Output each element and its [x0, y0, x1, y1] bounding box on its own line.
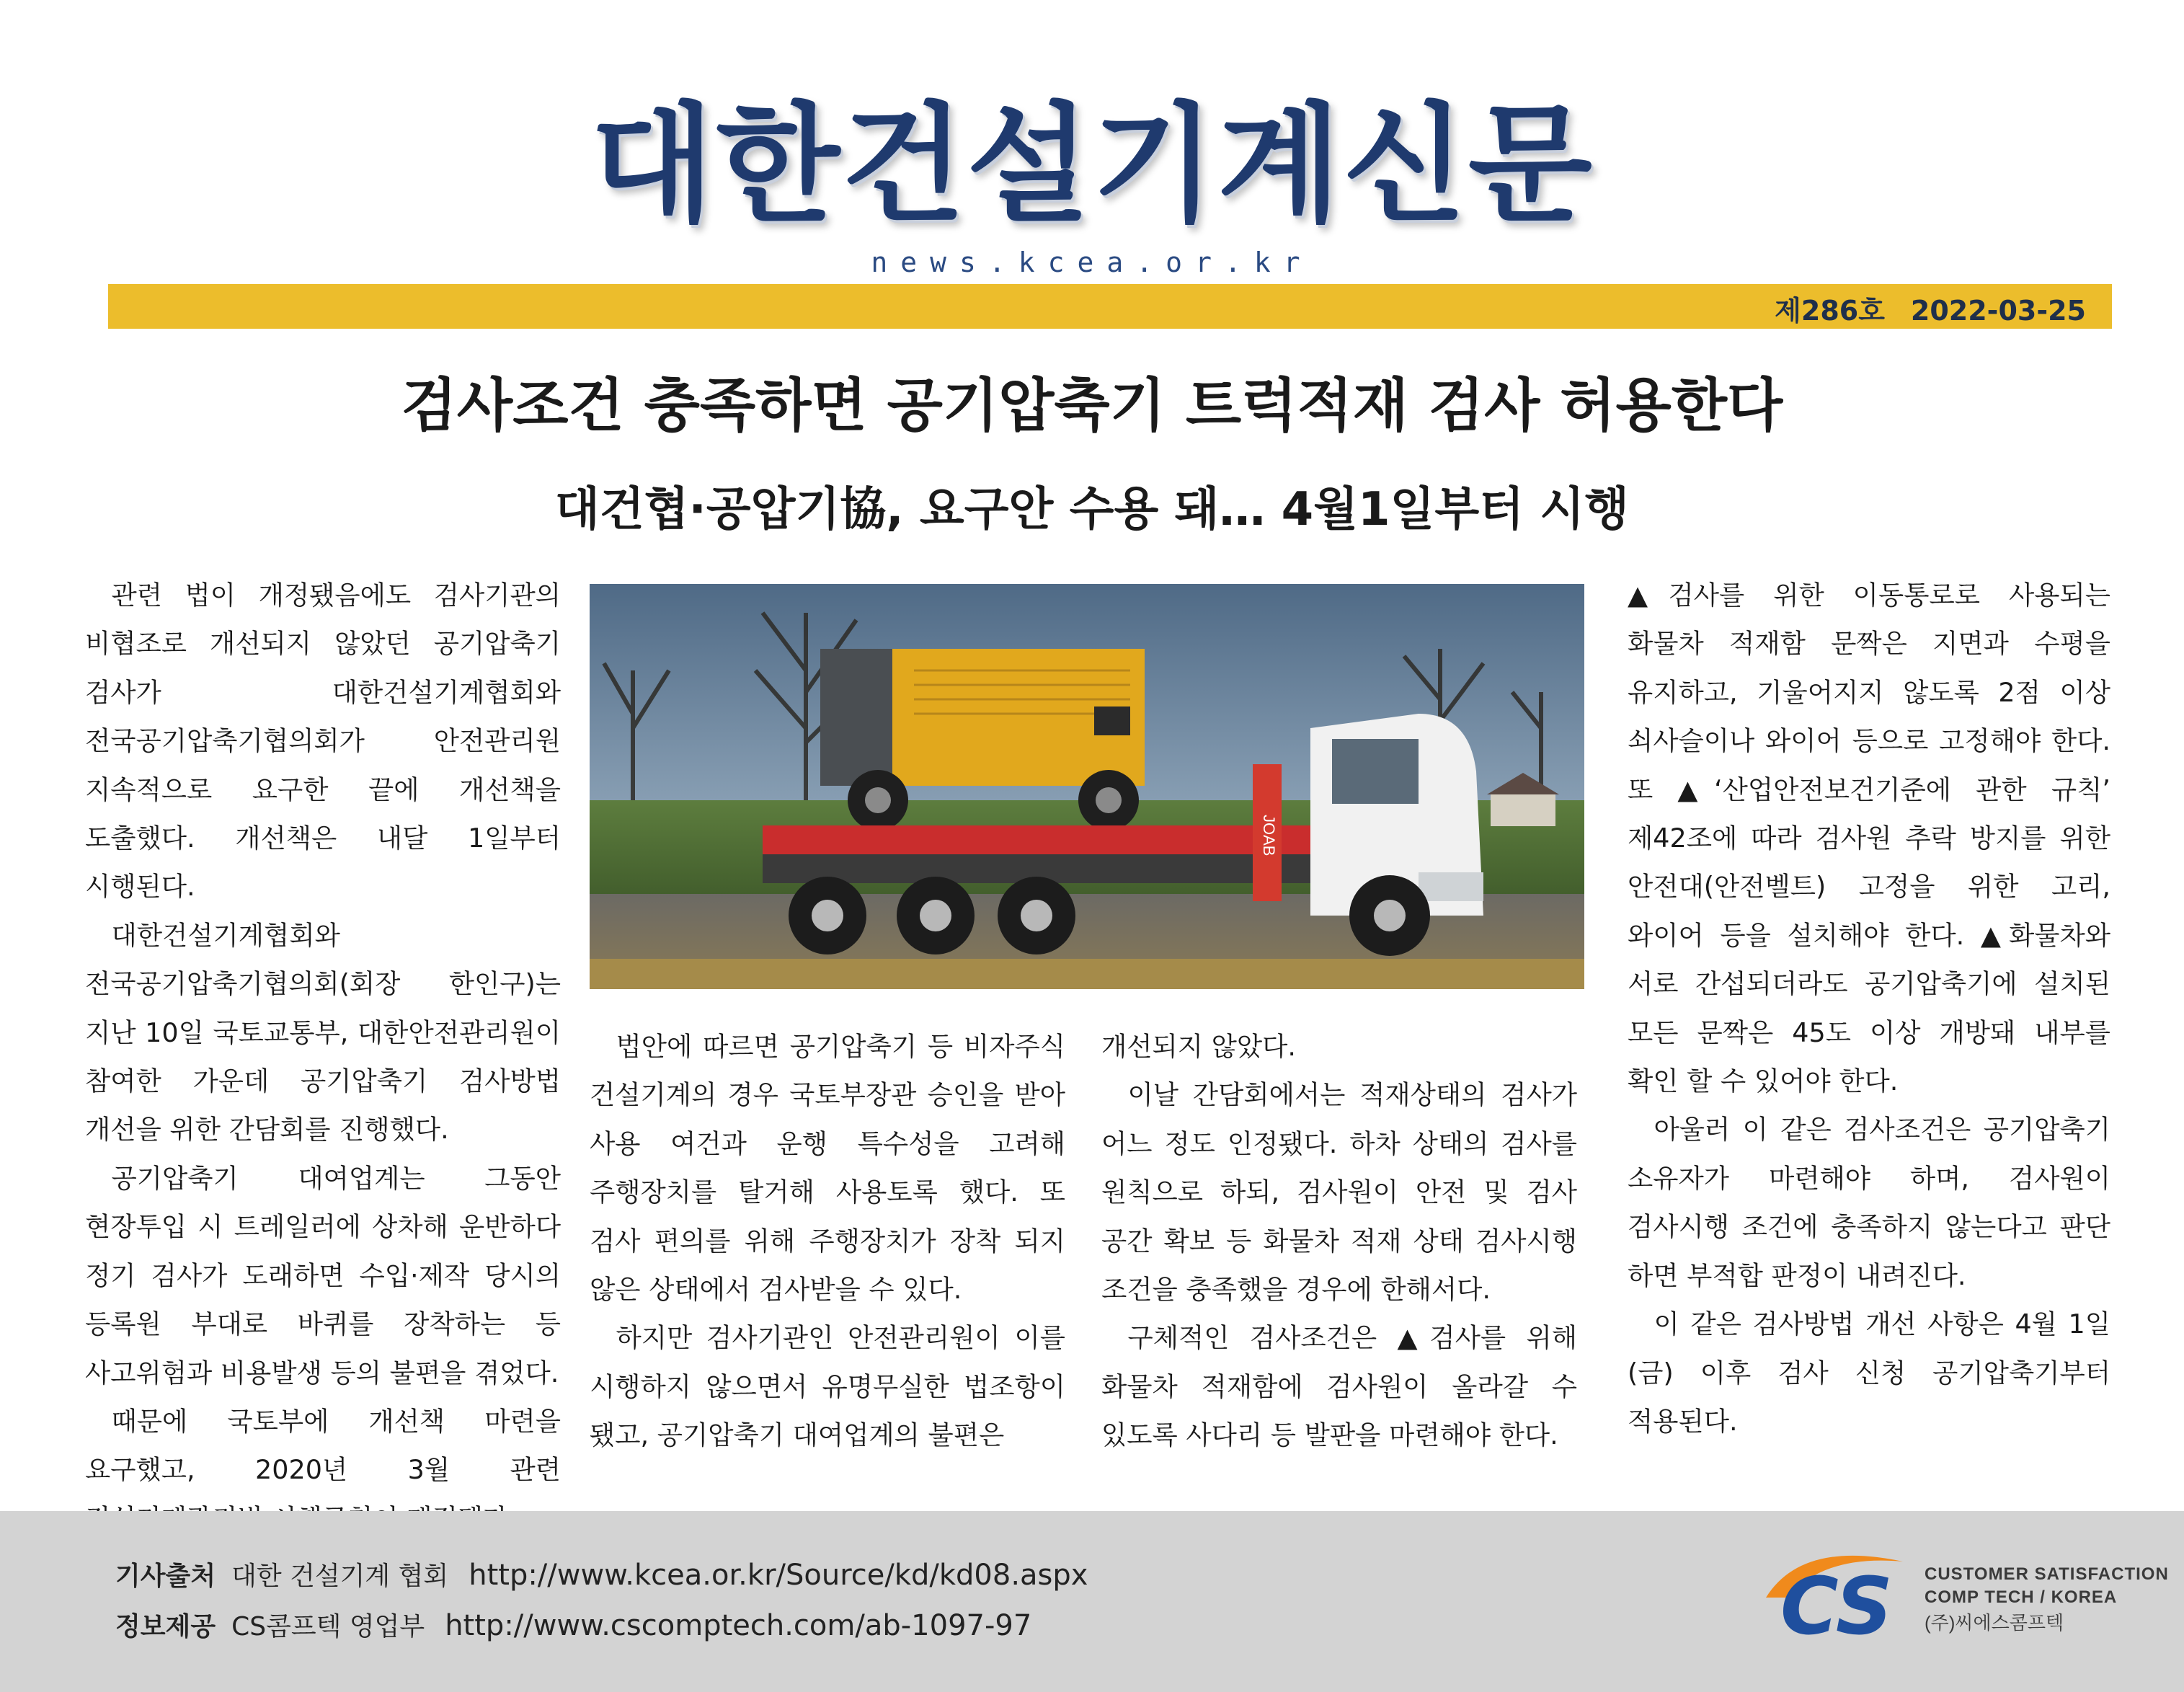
article-column-1: [85, 571, 561, 1543]
provider-link[interactable]: http://www.cscomptech.com/ab-1097-97: [445, 1609, 1032, 1642]
article-column-2: [590, 1022, 1065, 1460]
paragraph: 법안에 따르면 공기압축기 등 비자주식 건설기계의 경우 국토부장관 승인을 받아 사용 여건과 운행 특수성을 고려해 주행장치를 탈거해 사용토록 했다. 또 검사 편의를 위해 주행장치가 장착 되지 않은 상태에서 검사받을 수 있다.: [590, 1031, 1065, 1306]
article-subheadline: 대건협·공압기協, 요구안 수용 돼… 4월1일부터 시행: [555, 483, 1629, 536]
truck-label: JOAB: [1260, 815, 1278, 856]
issue-number: 제286호: [1775, 295, 1885, 327]
logo-line-1: CUSTOMER SATISFACTION: [1925, 1564, 2169, 1584]
provider-label: 정보제공: [115, 1612, 216, 1642]
issue-date: 2022-03-25: [1910, 295, 2086, 327]
source-label: 기사출처: [115, 1562, 216, 1591]
article-headline: 검사조건 충족하면 공기압축기 트럭적재 검사 허용한다: [401, 372, 1783, 439]
article-photo: [590, 584, 1584, 989]
logo-mark: CS: [1780, 1560, 1894, 1648]
logo-line-2: COMP TECH / KOREA: [1925, 1587, 2118, 1607]
paragraph: 아울러 이 같은 검사조건은 공기압축기 소유자가 마련해야 하며, 검사원이 검사시행 조건에 충족하지 않는다고 판단 하면 부적합 판정이 내려진다.: [1628, 1114, 2110, 1291]
issue-bar: [108, 284, 2112, 329]
logo-line-3: (주)씨에스콤프텍: [1925, 1612, 2064, 1634]
source-name: 대한 건설기계 협회: [231, 1562, 449, 1591]
issue-info: [1775, 288, 2086, 328]
paragraph: 이날 간담회에서는 적재상태의 검사가 어느 정도 인정됐다. 하차 상태의 검사를 원칙으로 하되, 검사원이 안전 및 검사 공간 확보 등 화물차 적재 상태 검사시행 조건을 충족했을 경우에 한해서다.: [1101, 1079, 1577, 1306]
provider-line: [115, 1606, 1031, 1643]
newspaper-title: 대한건설기계신문: [590, 90, 1594, 239]
provider-name: CS콤프텍 영업부: [231, 1612, 425, 1642]
paragraph: 이 같은 검사방법 개선 사항은 4월 1일(금) 이후 검사 신청 공기압축기부터 적용된다.: [1628, 1308, 2110, 1437]
cs-logo-icon: [1759, 1547, 1917, 1648]
logo-text: [1925, 1563, 2169, 1636]
paragraph: 하지만 검사기관인 안전관리원이 이를 시행하지 않으면서 유명무실한 법조항이 됐고, 공기압축기 대여업계의 불편은: [590, 1322, 1065, 1451]
article-column-3: [1101, 1022, 1577, 1460]
newspaper-url[interactable]: news.kcea.or.kr: [871, 247, 1313, 278]
source-link[interactable]: http://www.kcea.or.kr/Source/kd/kd08.aspx: [469, 1559, 1088, 1592]
footer: [0, 1511, 2184, 1692]
paragraph: 때문에 국토부에 개선책 마련을 요구했고, 2020년 3월 관련: [85, 1405, 561, 1486]
paragraph: 구체적인 검사조건은 ▲검사를 위해 화물차 적재함에 검사원이 올라갈 수 있도록 사다리 등 발판을 마련해야 한다.: [1101, 1322, 1577, 1451]
masthead: [0, 90, 2184, 278]
paragraph: 개선되지 않았다.: [1101, 1031, 1297, 1062]
paragraph: ▲검사를 위한 이동통로로 사용되는 화물차 적재함 문짝은 지면과 수평을 유지하고, 기울어지지 않도록 2점 이상 쇠사슬이나 와이어 등으로 고정해야 한다. 또 ▲‘산업안전보건기준에 관한 규칙’ 제42조에 따라 검사원 추락 방지를 위한 안전대(안전벨트) 고정을 위한 고리, 와이어 등을 설치해야 한다. ▲화물차와 서로 간섭되더라도 공기압축기에 설치된 모든 문짝은 45도 이상 개방돼 내부를 확인 할 수 있어야 한다.: [1628, 580, 2110, 1097]
source-line: [115, 1556, 1088, 1593]
paragraph: 관련 법이 개정됐음에도 검사기관의 비협조로 개선되지 않았던 공기압축기 검사가 대한건설기계협회와 전국공기압축기협의회가 안전관리원 지속적으로 요구한 끝에 개선책을 도출했다. 개선책은 내달 1일부터 시행된다.: [85, 580, 561, 903]
truck-compressor-illustration: [590, 584, 1584, 989]
article-column-4: [1628, 571, 2110, 1445]
paragraph: 공기압축기 대여업계는 그동안 현장투입 시 트레일러에 상차해 운반하다 정기 검사가 도래하면 수입·제작 당시의 등록원 부대로 바퀴를 장착하는 등 사고위험과 비용발생 등의 불편을 겪었다.: [85, 1162, 561, 1388]
paragraph: 대한건설기계협회와 전국공기압축기협의회(회장 한인구)는 지난 10일 국토교통부, 대한안전관리원이 참여한 가운데 공기압축기 검사방법 개선을 위한 간담회를 진행했다.: [85, 919, 561, 1146]
